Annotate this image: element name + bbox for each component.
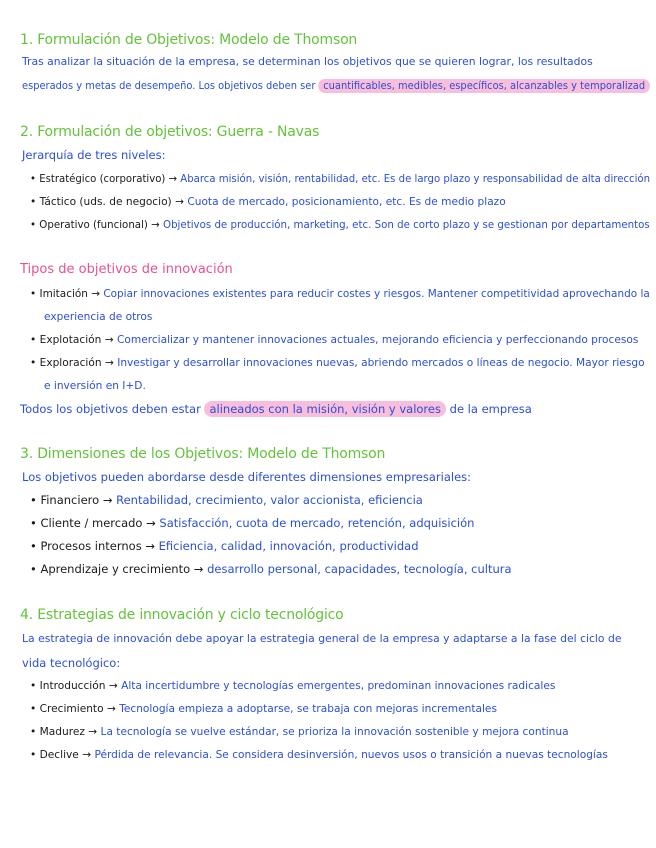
bullet-icon: • [30, 703, 37, 715]
section-1-paragraph-text: esperados y metas de desempeño. Los objetivos deben ser [22, 80, 319, 92]
item-text: Satisfacción, cuota de mercado, retención, adquisición [159, 516, 475, 530]
item-text: Copiar innovaciones existentes para reducir costes y riesgos. Mantener competitividad aprovechando la [103, 288, 650, 300]
section-4-paragraph-line-2: vida tecnológico: [22, 656, 121, 670]
innovation-types-title: Tipos de objetivos de innovación [20, 262, 233, 277]
arrow-icon: → [102, 493, 113, 507]
item-text-continuation: e inversión en I+D. [44, 380, 146, 392]
list-item [30, 561, 512, 577]
item-label: Táctico (uds. de negocio) [39, 196, 172, 208]
item-label: Exploración [39, 357, 102, 369]
list-item [30, 194, 506, 210]
bullet-icon: • [30, 749, 37, 761]
item-label: Crecimiento [39, 703, 104, 715]
list-item [30, 492, 423, 508]
arrow-icon: → [108, 680, 118, 692]
item-text: Cuota de mercado, posicionamiento, etc. Es de medio plazo [187, 196, 506, 208]
list-item [30, 701, 497, 717]
item-label: Procesos internos [40, 539, 142, 553]
bullet-icon: • [30, 539, 37, 553]
item-text: Tecnología empieza a adoptarse, se trabaja con mejoras incrementales [119, 703, 497, 715]
item-text: Pérdida de relevancia. Se considera desinversión, nuevos usos o transición a nuevas tecnologías [94, 749, 608, 761]
list-item [30, 678, 555, 694]
bullet-icon: • [30, 357, 37, 369]
list-item [30, 724, 569, 740]
arrow-icon: → [104, 357, 114, 369]
list-item [30, 515, 474, 531]
item-text: Rentabilidad, crecimiento, valor accionista, eficiencia [116, 493, 423, 507]
bullet-icon: • [30, 726, 37, 738]
arrow-icon: → [91, 288, 100, 300]
list-item [30, 538, 419, 554]
closing-text-end: de la empresa [445, 402, 532, 416]
section-1-paragraph-line-2 [22, 78, 650, 94]
list-item [30, 286, 650, 302]
item-label: Financiero [40, 493, 100, 507]
section-2-title: 2. Formulación de objetivos: Guerra - Navas [20, 124, 320, 140]
list-item [30, 217, 650, 233]
list-item [30, 332, 638, 348]
item-label: Declive [39, 749, 79, 761]
item-label: Madurez [39, 726, 85, 738]
item-text: Investigar y desarrollar innovaciones nuevas, abriendo mercados o líneas de negocio. Mayor riesgo [117, 357, 645, 369]
item-text: Objetivos de producción, marketing, etc. Son de corto plazo y se gestionan por departamentos [163, 219, 650, 231]
bullet-icon: • [30, 288, 37, 300]
item-text: Abarca misión, visión, rentabilidad, etc. Es de largo plazo y responsabilidad de alta dirección [180, 173, 651, 185]
bullet-icon: • [30, 173, 36, 185]
arrow-icon: → [175, 196, 184, 208]
item-label: Imitación [39, 288, 88, 300]
section-4-title: 4. Estrategias de innovación y ciclo tecnológico [20, 607, 344, 623]
section-4-paragraph-line-1: La estrategia de innovación debe apoyar la estrategia general de la empresa y adaptarse a la fase del ciclo de [22, 632, 622, 645]
item-text: Alta incertidumbre y tecnologías emergentes, predominan innovaciones radicales [121, 680, 556, 692]
item-text: La tecnología se vuelve estándar, se prioriza la innovación sostenible y mejora continua [100, 726, 569, 738]
arrow-icon: → [146, 516, 156, 530]
item-text: desarrollo personal, capacidades, tecnología, cultura [207, 562, 512, 576]
arrow-icon: → [151, 219, 160, 231]
item-text: Eficiencia, calidad, innovación, productividad [158, 539, 419, 553]
arrow-icon: → [106, 703, 116, 715]
section-3-title: 3. Dimensiones de los Objetivos: Modelo de Thomson [20, 446, 386, 462]
item-label: Cliente / mercado [40, 516, 143, 530]
arrow-icon: → [104, 334, 114, 346]
bullet-icon: • [30, 680, 37, 692]
item-label: Operativo (funcional) [39, 219, 148, 231]
item-label: Aprendizaje y crecimiento [40, 562, 191, 576]
arrow-icon: → [88, 726, 98, 738]
item-label: Introducción [39, 680, 106, 692]
bullet-icon: • [30, 493, 37, 507]
item-label: Estratégico (corporativo) [39, 173, 166, 185]
list-item [30, 355, 645, 371]
arrow-icon: → [82, 749, 92, 761]
list-item [30, 171, 650, 187]
list-item [30, 747, 608, 763]
bullet-icon: • [30, 562, 37, 576]
arrow-icon: → [193, 562, 204, 576]
bullet-icon: • [30, 334, 37, 346]
section-1-paragraph-line-1: Tras analizar la situación de la empresa, se determinan los objetivos que se quieren lograr, los resultados [22, 55, 593, 68]
item-label: Explotación [39, 334, 102, 346]
section-1-title: 1. Formulación de Objetivos: Modelo de Thomson [20, 32, 358, 48]
item-text: Comercializar y mantener innovaciones actuales, mejorando eficiencia y perfeccionando procesos [117, 334, 639, 346]
section-2-intro: Jerarquía de tres niveles: [22, 148, 166, 162]
bullet-icon: • [30, 196, 37, 208]
section-3-intro: Los objetivos pueden abordarse desde diferentes dimensiones empresariales: [22, 470, 472, 484]
innovation-closing-line [20, 401, 532, 417]
highlight-alignment: alineados con la misión, visión y valores [204, 401, 446, 417]
arrow-icon: → [145, 539, 155, 553]
item-text-continuation: experiencia de otros [44, 311, 153, 323]
highlight-objective-criteria: cuantificables, medibles, específicos, alcanzables y temporalizad [319, 79, 650, 93]
arrow-icon: → [168, 173, 178, 185]
bullet-icon: • [30, 516, 37, 530]
bullet-icon: • [30, 219, 37, 231]
closing-text: Todos los objetivos deben estar [20, 402, 205, 416]
